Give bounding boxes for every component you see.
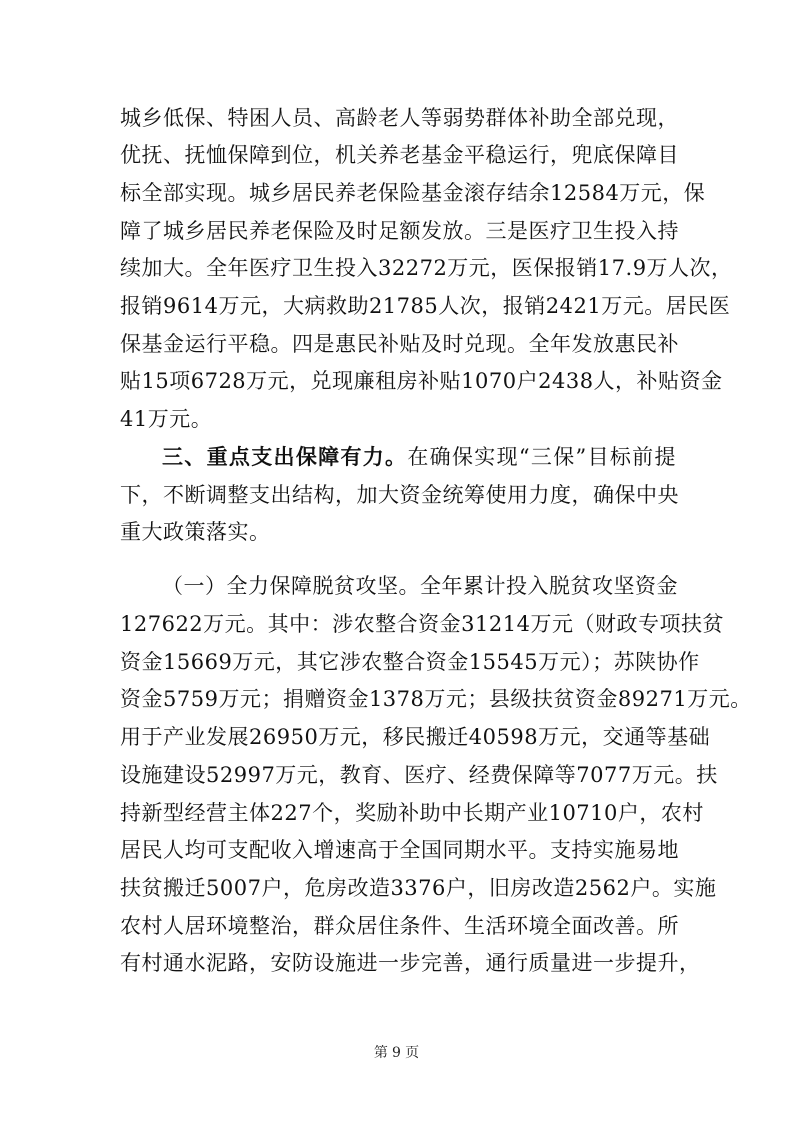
text-line: 居民人均可支配收入增速高于全国同期水平。支持实施易地: [120, 838, 679, 862]
text-line: 标全部实现。城乡居民养老保险基金滚存结余12584万元，保: [120, 181, 706, 205]
text-line: 城乡低保、特困人员、高龄老人等弱势群体补助全部兑现，: [120, 106, 679, 130]
page-prefix: 第: [373, 1045, 388, 1061]
text-line: 用于产业发展26950万元，移民搬迁40598万元，交通等基础: [120, 725, 711, 749]
text-line: 农村人居环境整治，群众居住条件、生活环境全面改善。所: [120, 914, 679, 938]
text-line: 127622万元。其中：涉农整合资金31214万元（财政专项扶贫: [120, 612, 724, 636]
text-line: 下，不断调整支出结构，加大资金统筹使用力度，确保中央: [120, 483, 679, 507]
section-heading-line: [162, 439, 676, 475]
text-line: 保基金运行平稳。四是惠民补贴及时兑现。全年发放惠民补: [120, 332, 679, 356]
section-heading-rest: 在确保实现“三保”目标前提: [407, 445, 676, 469]
subsection-heading-line: （一）全力保障脱贫攻坚。全年累计投入脱贫攻坚资金: [162, 574, 678, 598]
text-line: 持新型经营主体227个，奖励补助中长期产业10710户，农村: [120, 801, 704, 825]
text-line: 41万元。: [120, 407, 213, 431]
section-heading: 三、重点支出保障有力。: [162, 445, 408, 469]
text-line: 设施建设52997万元，教育、医疗、经费保障等7077万元。扶: [120, 763, 718, 787]
text-line: 优抚、抚恤保障到位，机关养老基金平稳运行，兜底保障目: [120, 143, 679, 167]
text-line: 障了城乡居民养老保险及时足额发放。三是医疗卫生投入持: [120, 219, 679, 243]
page-footer: [0, 1042, 793, 1062]
page-number: 9: [392, 1045, 401, 1061]
text-line: 贴15项6728万元，兑现廉租房补贴1070户2438人，补贴资金: [120, 369, 723, 393]
text-line: 有村通水泥路，安防设施进一步完善，通行质量进一步提升，: [120, 951, 701, 975]
text-line: 重大政策落实。: [120, 520, 271, 544]
text-line: 资金5759万元；捐赠资金1378万元；县级扶贫资金89271万元。: [120, 687, 752, 711]
text-line: 资金15669万元，其它涉农整合资金15545万元）；苏陕协作: [120, 650, 700, 674]
text-line: 扶贫搬迁5007户，危房改造3376户，旧房改造2562户。实施: [120, 876, 717, 900]
text-line: 报销9614万元，大病救助21785人次，报销2421万元。居民医: [120, 294, 731, 318]
text-line: 续加大。全年医疗卫生投入32272万元，医保报销17.9万人次，: [120, 256, 733, 280]
page-suffix: 页: [405, 1045, 420, 1061]
